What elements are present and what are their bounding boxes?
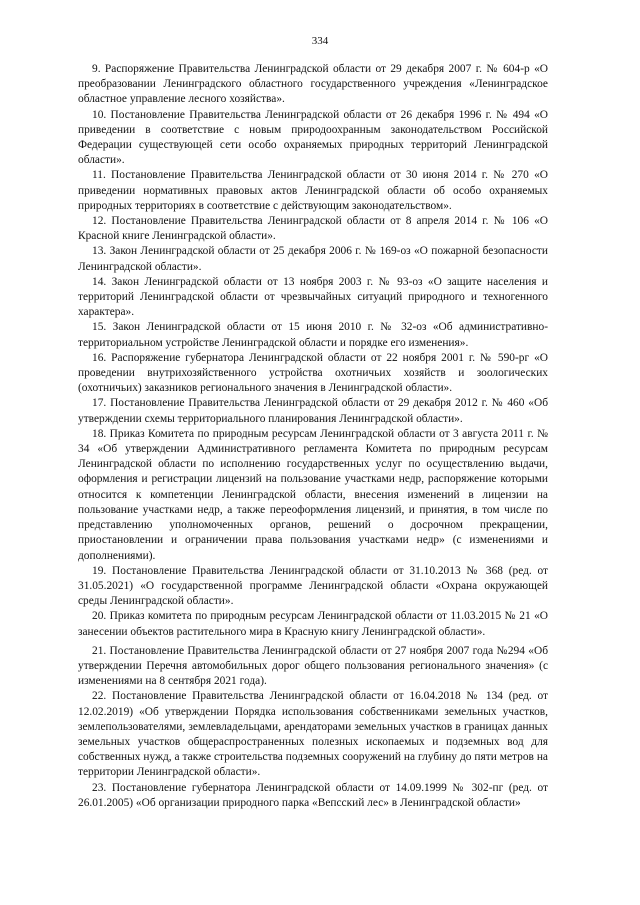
list-item-10: 10. Постановление Правительства Ленинградской области от 26 декабря 1996 г. № 494 «О приведении в соответствие с новым природоохранным законодательством Российской Федерации существующей сети особо охраняемых природных территорий Ленинградской области». — [78, 108, 548, 167]
list-item-12: 12. Постановление Правительства Ленинградской области от 8 апреля 2014 г. № 106 «О Красной книге Ленинградской области». — [78, 215, 548, 243]
page-number: 334 — [311, 35, 329, 47]
list-item-22: 22. Постановление Правительства Ленинградской области от 16.04.2018 № 134 (ред. от 12.02.2019) «Об утверждении Порядка использования собственниками земельных участков, землепользователями, землевладельцами, арендаторами земельных участков в границах данных земельных участков общераспространенных полезных ископаемых и подземных вод для собственных нужд, а также строительства подземных сооружений на глубину до пяти метров на территории Ленинградской области». — [78, 690, 548, 779]
list-item-15: 15. Закон Ленинградской области от 15 июня 2010 г. № 32-оз «Об административно-территориальном устройстве Ленинградской области и порядке его изменения». — [78, 321, 548, 349]
list-item-14: 14. Закон Ленинградской области от 13 ноября 2003 г. № 93-оз «О защите населения и территорий Ленинградской области от чрезвычайных ситуаций природного и техногенного характера». — [78, 275, 548, 319]
list-item-11: 11. Постановление Правительства Ленинградской области от 30 июня 2014 г. № 270 «О приведении нормативных правовых актов Ленинградской области об особо охраняемых природных территориях в соответствие с действующим законодательством». — [78, 169, 548, 212]
list-item-16: 16. Распоряжение губернатора Ленинградской области от 22 ноября 2001 г. № 590-рг «О проведении внутрихозяйственного устройства охотничьих хозяйств и зоологических (охотничьих) заказников регионального значения в Ленинградской области». — [78, 351, 548, 395]
list-item-13: 13. Закон Ленинградской области от 25 декабря 2006 г. № 169-оз «О пожарной безопасности Ленинградской области». — [78, 245, 548, 273]
reference-list — [78, 62, 548, 811]
list-item-21: 21. Постановление Правительства Ленинградской области от 27 ноября 2007 года №294 «Об утверждении Перечня автомобильных дорог общего пользования регионального значения» (с изменениями на 8 сентября 2021 года). — [78, 644, 548, 688]
list-item-18: 18. Приказ Комитета по природным ресурсам Ленинградской области от 3 августа 2011 г. № 34 «Об утверждении Административного регламента Комитета по природным ресурсам Ленинградской области по исполнению государственных услуг по осуществлению выдачи, оформления и регистрации лицензий на пользование участками недр, распоряжение которыми относится к компетенции Ленинградской области, внесения изменений в лицензии на пользование участками недр, а также переоформления лицензий, и принятия, в том числе по представлению уполномоченных органов, решений о досрочном прекращении, приостановлении и ограничении права пользования участками недр» (с изменениями и дополнениями). — [78, 427, 548, 562]
list-item-17: 17. Постановление Правительства Ленинградской области от 29 декабря 2012 г. № 460 «Об утверждении схемы территориального планирования Ленинградской области». — [78, 397, 548, 425]
list-item-23: 23. Постановление губернатора Ленинградской области от 14.09.1999 № 302-пг (ред. от 26.01.2005) «Об организации природного парка «Вепсский лес» в Ленинградской области» — [78, 781, 548, 809]
list-item-20: 20. Приказ комитета по природным ресурсам Ленинградской области от 11.03.2015 № 21 «О занесении объектов растительного мира в Красную книгу Ленинградской области». — [78, 610, 548, 638]
list-item-9: 9. Распоряжение Правительства Ленинградской области от 29 декабря 2007 г. № 604-р «О преобразовании Ленинградского областного государственного учреждения «Ленинградское областное управление лесного хозяйства». — [78, 63, 548, 106]
list-item-19: 19. Постановление Правительства Ленинградской области от 31.10.2013 № 368 (ред. от 31.05.2021) «О государственной программе Ленинградской области «Охрана окружающей среды Ленинградской области». — [78, 564, 548, 608]
